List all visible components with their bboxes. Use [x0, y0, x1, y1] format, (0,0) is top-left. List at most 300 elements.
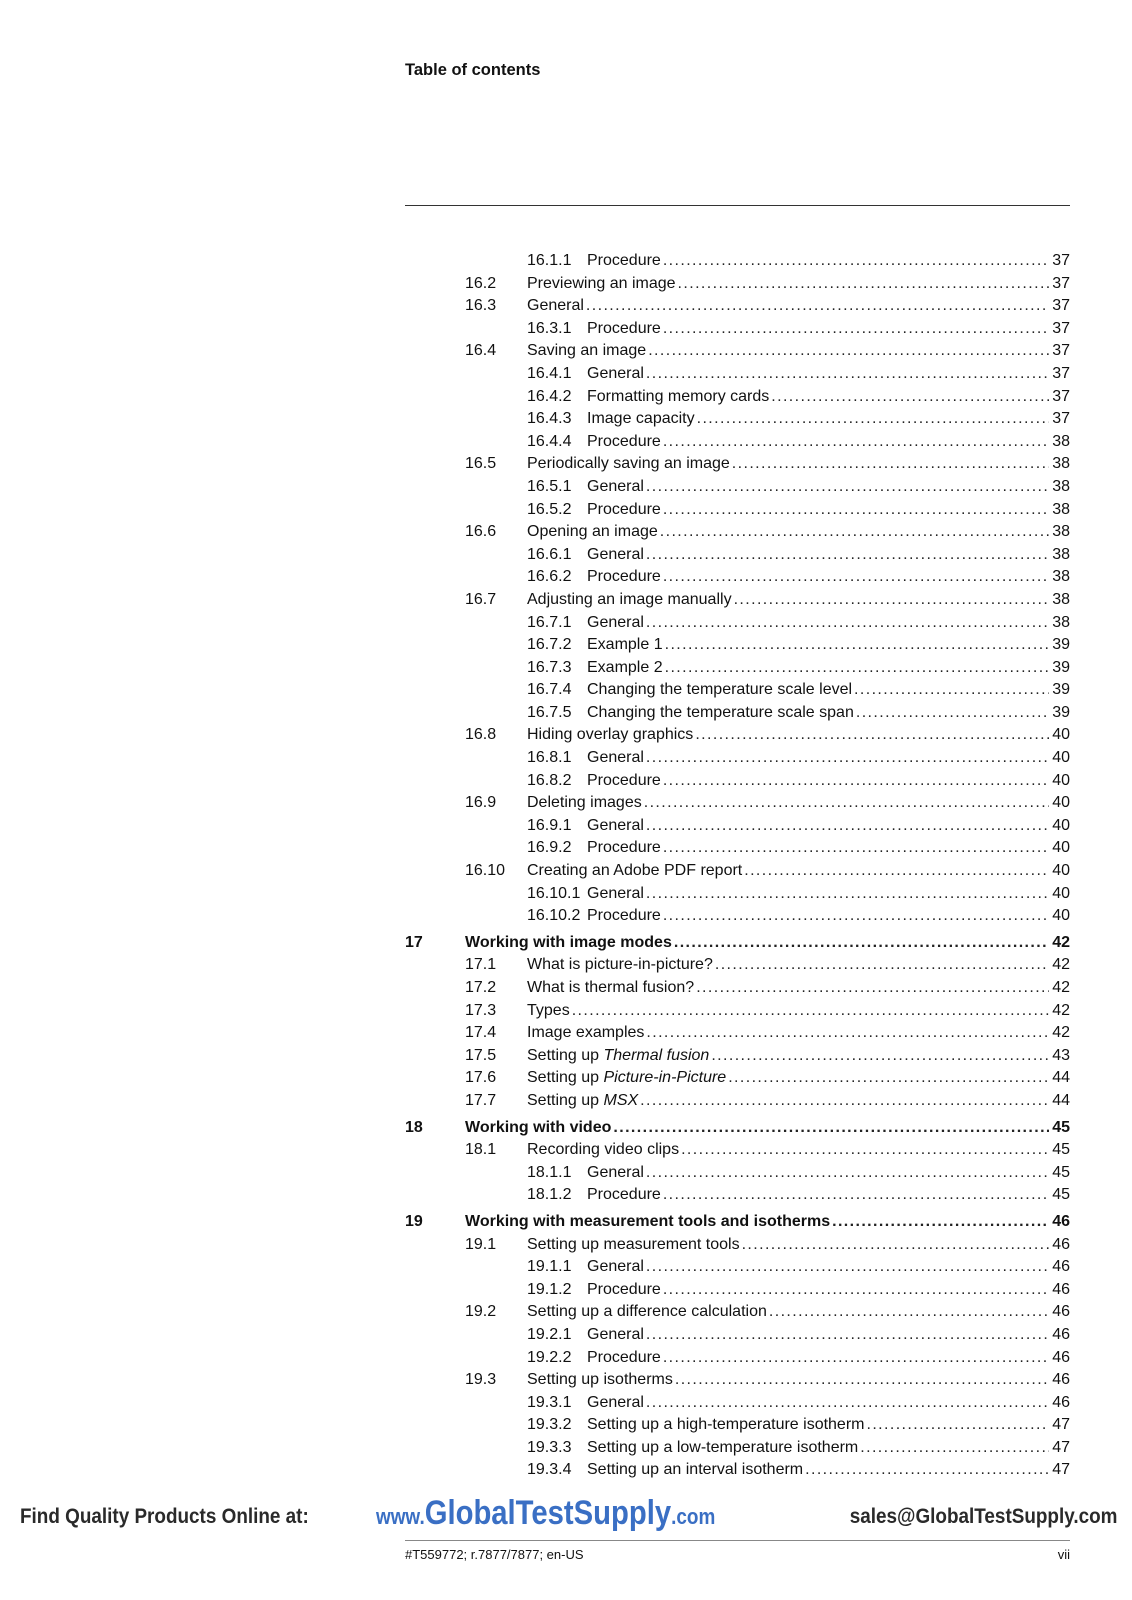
toc-entry-line: [587, 883, 1070, 906]
toc-entry[interactable]: [405, 815, 1070, 838]
toc-entry[interactable]: [405, 770, 1070, 793]
toc-entry-page: 42: [1052, 956, 1070, 974]
toc-entry[interactable]: [405, 476, 1070, 499]
toc-entry[interactable]: [405, 612, 1070, 635]
toc-entry-title-text: Deleting images: [527, 794, 642, 812]
toc-entry[interactable]: [405, 431, 1070, 454]
toc-entry-page: 37: [1052, 319, 1070, 337]
toc-entry-title: [465, 1211, 832, 1234]
toc-entry-page: 45: [1052, 1141, 1070, 1159]
toc-entry-page: 45: [1052, 1186, 1070, 1204]
toc-entry-title-text: Procedure: [587, 771, 661, 789]
toc-entry-page: 38: [1052, 523, 1070, 541]
toc-entry-line: [527, 1000, 1070, 1023]
toc-dot-leader: [646, 363, 1049, 386]
toc-dot-leader: [663, 566, 1049, 589]
toc-entry[interactable]: [405, 1392, 1070, 1415]
toc-dot-leader: [663, 431, 1049, 454]
toc-entry-page: 38: [1052, 455, 1070, 473]
toc-entry-number: 19.1.2: [527, 1280, 572, 1298]
toc-entry[interactable]: [405, 1067, 1070, 1090]
toc-dot-leader: [665, 634, 1050, 657]
toc-entry-number: 17.7: [465, 1091, 497, 1109]
toc-entry-page: 40: [1052, 771, 1070, 789]
toc-entry-title: [587, 657, 665, 680]
toc-entry[interactable]: [405, 1139, 1070, 1162]
toc-entry-line: [587, 1414, 1070, 1437]
toc-entry[interactable]: [405, 363, 1070, 386]
toc-entry-page: 46: [1052, 1303, 1070, 1321]
toc-entry-page: 37: [1052, 274, 1070, 292]
footer-divider: [405, 1540, 1070, 1541]
ad-url-prefix: www.: [376, 1504, 425, 1529]
toc-dot-leader: [663, 250, 1049, 273]
toc-entry-title: [527, 860, 744, 883]
toc-entry-number: 16.8.1: [527, 749, 572, 767]
toc-entry-page: 45: [1052, 1163, 1070, 1181]
toc-entry-line: [527, 1369, 1070, 1392]
toc-entry-page: 46: [1052, 1393, 1070, 1411]
toc-entry-line: [587, 905, 1070, 928]
toc-entry-number: 16.6.2: [527, 568, 572, 586]
toc-entry-number: 16.7: [465, 590, 497, 608]
toc-entry-title: [587, 905, 663, 928]
toc-entry-title: [527, 1301, 769, 1324]
toc-entry-line: [587, 815, 1070, 838]
toc-entry[interactable]: [405, 1162, 1070, 1185]
toc-entry-title: [527, 1045, 711, 1068]
toc-entry[interactable]: [405, 860, 1070, 883]
toc-entry-line: [465, 1211, 1070, 1234]
toc-entry-page: 47: [1052, 1416, 1070, 1434]
toc-entry-title: [587, 386, 771, 409]
toc-entry-title-text: Previewing an image: [527, 274, 676, 292]
toc-entry-line: [527, 453, 1070, 476]
toc-entry-page: 46: [1052, 1325, 1070, 1343]
toc-entry-page: 42: [1052, 1024, 1070, 1042]
toc-entry[interactable]: [405, 544, 1070, 567]
toc-entry-title: [587, 770, 663, 793]
toc-dot-leader: [860, 1437, 1049, 1460]
toc-entry[interactable]: [405, 1000, 1070, 1023]
toc-entry-number: 16.8.2: [527, 771, 572, 789]
toc-entry-number: 18.1.1: [527, 1163, 572, 1181]
toc-entry[interactable]: [405, 1301, 1070, 1324]
toc-entry-number: 17.5: [465, 1046, 497, 1064]
toc-entry-title-text: General: [587, 477, 644, 495]
toc-entry[interactable]: [405, 453, 1070, 476]
toc-entry-page: 40: [1052, 839, 1070, 857]
toc-entry-line: [587, 1256, 1070, 1279]
toc-entry-line: [527, 1067, 1070, 1090]
toc-entry[interactable]: [405, 386, 1070, 409]
toc-entry[interactable]: [405, 566, 1070, 589]
toc-entry-number: 16.3.1: [527, 319, 572, 337]
toc-entry-page: 47: [1052, 1438, 1070, 1456]
toc-entry[interactable]: [405, 679, 1070, 702]
toc-entry-number: 19.3: [465, 1371, 497, 1389]
toc-entry-number: 16.4: [465, 342, 497, 360]
toc-entry-page: 43: [1052, 1046, 1070, 1064]
toc-dot-leader: [854, 679, 1049, 702]
toc-entry-title: [587, 1437, 860, 1460]
toc-entry-page: 38: [1052, 568, 1070, 586]
toc-entry-page: 45: [1052, 1118, 1070, 1136]
toc-entry[interactable]: [405, 589, 1070, 612]
toc-entry-title: [587, 679, 854, 702]
toc-entry-title-text: Working with measurement tools and isotherms: [465, 1212, 831, 1230]
ad-email-link[interactable]: sales@GlobalTestSupply.com: [849, 1505, 1117, 1528]
toc-entry-line: [587, 1437, 1070, 1460]
toc-entry-number: 16.5.1: [527, 477, 572, 495]
toc-entry[interactable]: [405, 702, 1070, 725]
toc-entry[interactable]: [405, 1184, 1070, 1207]
toc-dot-leader: [856, 702, 1049, 725]
toc-entry-page: 44: [1052, 1091, 1070, 1109]
toc-entry-number: 16.7.1: [527, 613, 572, 631]
toc-entry-number: 17.1: [465, 956, 497, 974]
toc-entry-page: 37: [1052, 297, 1070, 315]
toc-dot-leader: [586, 295, 1049, 318]
toc-entry-number: 16.9.2: [527, 839, 572, 857]
toc-entry-page: 46: [1052, 1280, 1070, 1298]
toc-dot-leader: [648, 340, 1049, 363]
toc-entry-line: [587, 657, 1070, 680]
toc-entry[interactable]: [405, 521, 1070, 544]
toc-dot-leader: [613, 1117, 1049, 1140]
toc-entry[interactable]: [405, 1090, 1070, 1113]
toc-entry-title-italic: Picture-in-Picture: [603, 1069, 727, 1087]
toc-entry-title: [587, 544, 646, 567]
toc-entry-line: [527, 273, 1070, 296]
toc-entry-title: [527, 1369, 675, 1392]
toc-entry-title: [527, 1000, 572, 1023]
toc-entry-page: 37: [1052, 342, 1070, 360]
toc-entry-title: [527, 954, 715, 977]
toc-entry-page: 42: [1052, 1001, 1070, 1019]
toc-entry-line: [527, 295, 1070, 318]
toc-entry[interactable]: [405, 954, 1070, 977]
toc-entry-line: [587, 250, 1070, 273]
toc-dot-leader: [646, 612, 1049, 635]
toc-entry-line: [587, 634, 1070, 657]
toc-entry-line: [587, 386, 1070, 409]
toc-entry-line: [527, 521, 1070, 544]
toc-entry-title-text: Saving an image: [527, 342, 647, 360]
toc-entry-title: [527, 340, 648, 363]
toc-entry-title: [587, 250, 663, 273]
toc-entry-title-text: Procedure: [587, 252, 661, 269]
toc-dot-leader: [744, 860, 1049, 883]
toc-dot-leader: [663, 1279, 1049, 1302]
toc-entry-title-text: Setting up: [527, 1091, 604, 1109]
toc-entry-title-text: Setting up isotherms: [527, 1371, 673, 1389]
toc-entry-line: [587, 1162, 1070, 1185]
toc-entry[interactable]: [405, 273, 1070, 296]
toc-entry-page: 46: [1052, 1348, 1070, 1366]
toc-entry-title: [587, 408, 697, 431]
toc-entry[interactable]: [405, 1369, 1070, 1392]
toc-entry-number: 16.10.1: [527, 884, 581, 902]
toc-entry[interactable]: [405, 905, 1070, 928]
toc-entry-number: 17.6: [465, 1069, 497, 1087]
toc-entry-line: [587, 566, 1070, 589]
toc-entry-title: [587, 318, 663, 341]
toc-entry-title-text: General: [587, 884, 644, 902]
toc-entry-page: 46: [1052, 1212, 1070, 1230]
toc-entry-page: 40: [1052, 749, 1070, 767]
toc-entry-number: 16.5.2: [527, 500, 572, 518]
toc-entry[interactable]: [405, 724, 1070, 747]
toc-entry-title: [527, 724, 695, 747]
toc-entry-title-text: Working with video: [465, 1118, 612, 1136]
toc-entry-title: [587, 612, 646, 635]
toc-entry-number: 17.2: [465, 979, 497, 996]
toc-entry-line: [587, 770, 1070, 793]
toc-entry-title: [527, 589, 734, 612]
toc-entry-line: [587, 747, 1070, 770]
toc-entry-page: 39: [1052, 703, 1070, 721]
toc-dot-leader: [663, 1347, 1049, 1370]
toc-entry-title: [587, 1347, 663, 1370]
toc-entry-number: 16.5: [465, 455, 497, 473]
toc-entry-page: 40: [1052, 726, 1070, 744]
toc-dot-leader: [646, 883, 1049, 906]
toc-entry[interactable]: [405, 408, 1070, 431]
toc-entry[interactable]: [405, 1324, 1070, 1347]
document-id: #T559772; r.7877/7877; en-US: [405, 1547, 584, 1562]
toc-entry-line: [527, 860, 1070, 883]
toc-entry-line: [527, 340, 1070, 363]
toc-entry-page: 40: [1052, 862, 1070, 880]
toc-entry-title-text: General: [587, 816, 644, 834]
toc-entry[interactable]: [405, 1459, 1070, 1482]
toc-entry-title-text: Procedure: [587, 432, 661, 450]
toc-dot-leader: [663, 499, 1049, 522]
toc-entry-title-text: Procedure: [587, 319, 661, 337]
toc-entry-number: 16.8: [465, 726, 497, 744]
toc-entry-number: 16.1.1: [527, 252, 572, 269]
toc-entry-title-text: Example 2: [587, 658, 663, 676]
toc-entry-title-text: Setting up a difference calculation: [527, 1303, 767, 1321]
toc-entry-title-text: What is picture-in-picture?: [527, 956, 713, 974]
toc-entry-title-text: General: [587, 613, 644, 631]
toc-dot-leader: [644, 792, 1049, 815]
toc-entry-page: 38: [1052, 613, 1070, 631]
toc-entry-title: [587, 1162, 646, 1185]
toc-dot-leader: [674, 932, 1049, 955]
toc-entry[interactable]: [405, 792, 1070, 815]
toc-entry[interactable]: [405, 634, 1070, 657]
toc-entry-number: 18.1: [465, 1141, 497, 1159]
toc-entry[interactable]: [405, 340, 1070, 363]
toc-entry-title-text: Hiding overlay graphics: [527, 726, 694, 744]
toc-entry-title-text: Creating an Adobe PDF report: [527, 862, 743, 880]
toc-entry-line: [587, 544, 1070, 567]
toc-entry-line: [587, 363, 1070, 386]
toc-entry-line: [527, 1301, 1070, 1324]
toc-entry-title-text: Example 1: [587, 636, 663, 654]
toc-entry-title: [587, 499, 663, 522]
toc-entry[interactable]: [405, 1022, 1070, 1045]
toc-entry-title: [587, 476, 646, 499]
toc-entry-title: [465, 932, 674, 955]
toc-entry-line: [465, 932, 1070, 955]
toc-entry[interactable]: [405, 1437, 1070, 1460]
toc-entry-page: 46: [1052, 1371, 1070, 1389]
toc-entry-title: [587, 1279, 663, 1302]
toc-entry-number: 16.7.3: [527, 658, 572, 676]
toc-entry-title: [587, 363, 646, 386]
toc-entry-line: [587, 476, 1070, 499]
toc-entry-title: [587, 747, 646, 770]
toc-entry[interactable]: [405, 1414, 1070, 1437]
toc-entry-page: 40: [1052, 907, 1070, 925]
toc-entry-page: 37: [1052, 410, 1070, 428]
toc-entry-number: 19.3.1: [527, 1393, 572, 1411]
toc-entry-number: 19.1.1: [527, 1258, 572, 1276]
toc-entry-number: 16.6.1: [527, 545, 572, 563]
toc-entry-number: 17.3: [465, 1001, 497, 1019]
toc-entry-title-text: Procedure: [587, 1348, 661, 1366]
toc-entry-title-text: Adjusting an image manually: [527, 590, 732, 608]
toc-entry-title-text: General: [587, 749, 644, 767]
toc-entry-title: [587, 1256, 646, 1279]
toc-entry-page: 37: [1052, 387, 1070, 405]
toc-entry[interactable]: [405, 1279, 1070, 1302]
toc-entry-title: [587, 1414, 866, 1437]
toc-entry-title-text: Image examples: [527, 1024, 645, 1042]
toc-entry[interactable]: [405, 657, 1070, 680]
toc-entry-title-text: Periodically saving an image: [527, 455, 730, 473]
toc-dot-leader: [663, 318, 1049, 341]
header-divider: [405, 205, 1070, 206]
toc-entry[interactable]: [405, 883, 1070, 906]
toc-entry[interactable]: [405, 250, 1070, 273]
toc-dot-leader: [805, 1459, 1049, 1482]
toc-dot-leader: [742, 1234, 1050, 1257]
toc-entry-title: [527, 1067, 728, 1090]
toc-dot-leader: [866, 1414, 1049, 1437]
toc-entry-line: [527, 1234, 1070, 1257]
toc-entry-page: 40: [1052, 816, 1070, 834]
toc-entry-line: [587, 837, 1070, 860]
toc-entry-number: 19: [405, 1212, 423, 1230]
toc-entry-line: [587, 1347, 1070, 1370]
page-title: Table of contents: [405, 61, 541, 79]
toc-entry[interactable]: [405, 1045, 1070, 1068]
toc-entry-number: 19.2: [465, 1303, 497, 1321]
toc-entry-page: 37: [1052, 364, 1070, 382]
toc-entry-line: [465, 1117, 1070, 1140]
toc-entry-title-text: General: [587, 1258, 644, 1276]
toc-entry-title: [465, 1117, 613, 1140]
toc-entry-title: [587, 1324, 646, 1347]
toc-entry-page: 38: [1052, 500, 1070, 518]
toc-entry-line: [527, 724, 1070, 747]
toc-entry-page: 42: [1052, 979, 1070, 996]
toc-entry-title: [527, 792, 644, 815]
toc-entry-number: 19.3.3: [527, 1438, 572, 1456]
toc-entry-number: 19.1: [465, 1235, 497, 1253]
toc-entry-number: 19.2.2: [527, 1348, 572, 1366]
ad-website-link[interactable]: [376, 1494, 715, 1533]
toc-entry-title: [587, 566, 663, 589]
toc-dot-leader: [572, 1000, 1050, 1023]
toc-dot-leader: [646, 476, 1049, 499]
toc-entry-page: 46: [1052, 1258, 1070, 1276]
toc-entry[interactable]: [405, 1234, 1070, 1257]
toc-entry-line: [527, 1139, 1070, 1162]
toc-entry-number: 17: [405, 933, 423, 951]
toc-entry-line: [587, 431, 1070, 454]
toc-entry[interactable]: [405, 747, 1070, 770]
toc-entry-line: [527, 954, 1070, 977]
toc-entry-line: [587, 1324, 1070, 1347]
toc-entry-title-text: Setting up a high-temperature isotherm: [587, 1416, 865, 1434]
toc-entry-title: [527, 453, 732, 476]
toc-entry[interactable]: [405, 318, 1070, 341]
toc-entry-title-text: What is thermal fusion?: [527, 979, 695, 996]
toc-entry-line: [527, 1045, 1070, 1068]
toc-dot-leader: [663, 905, 1049, 928]
toc-entry-page: 42: [1052, 933, 1070, 951]
toc-entry-title-italic: MSX: [603, 1091, 639, 1109]
toc-entry-title-text: General: [587, 1163, 644, 1181]
toc-entry-title-text: Opening an image: [527, 523, 658, 541]
toc-dot-leader: [646, 1392, 1049, 1415]
toc-entry-line: [527, 589, 1070, 612]
toc-dot-leader: [646, 1324, 1049, 1347]
toc-entry-title: [587, 634, 665, 657]
toc-entry-number: 19.3.4: [527, 1461, 572, 1479]
toc-entry-number: 16.2: [465, 274, 497, 292]
toc-entry[interactable]: [405, 1256, 1070, 1279]
toc-entry-line: [587, 702, 1070, 725]
toc-entry-title: [527, 1022, 646, 1045]
toc-entry-page: 37: [1052, 252, 1070, 269]
toc-entry-title-text: Setting up measurement tools: [527, 1235, 740, 1253]
toc-entry-number: 16.4.4: [527, 432, 572, 450]
toc-entry-title-text: General: [587, 1393, 644, 1411]
toc-entry-title: [587, 431, 663, 454]
toc-entry-title: [527, 1234, 742, 1257]
toc-entry-line: [587, 612, 1070, 635]
toc-entry-line: [587, 1392, 1070, 1415]
toc-entry-title-text: Setting up: [527, 1069, 604, 1087]
toc-dot-leader: [646, 747, 1049, 770]
toc-entry-title-text: Procedure: [587, 907, 661, 925]
toc-entry[interactable]: [405, 1347, 1070, 1370]
toc-chapter-entry[interactable]: [405, 1211, 1070, 1234]
toc-entry-line: [587, 1459, 1070, 1482]
toc-chapter-entry[interactable]: [405, 1117, 1070, 1140]
toc-entry[interactable]: [405, 499, 1070, 522]
toc-dot-leader: [728, 1067, 1049, 1090]
toc-dot-leader: [715, 954, 1049, 977]
toc-chapter-entry[interactable]: [405, 932, 1070, 955]
toc-entry-page: 38: [1052, 432, 1070, 450]
toc-entry-title-text: Changing the temperature scale level: [587, 681, 853, 699]
toc-entry-title-text: General: [587, 545, 644, 563]
toc-entry[interactable]: [405, 295, 1070, 318]
toc-entry-page: 47: [1052, 1461, 1070, 1479]
toc-dot-leader: [769, 1301, 1049, 1324]
toc-entry-title-text: Procedure: [587, 1186, 661, 1204]
toc-entry[interactable]: [405, 837, 1070, 860]
toc-entry[interactable]: [405, 977, 1070, 1000]
toc-entry-title-text: Procedure: [587, 568, 661, 586]
